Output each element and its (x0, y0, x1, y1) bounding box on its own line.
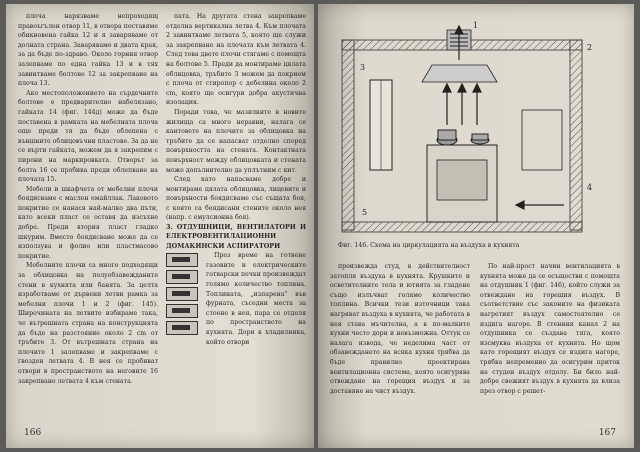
stove-icon (166, 287, 198, 301)
page-number: 167 (598, 428, 616, 438)
page-number: 166 (24, 428, 42, 438)
stove-icon (166, 253, 198, 267)
left-page (6, 4, 314, 448)
figure-label: 5 (362, 208, 368, 217)
paragraph: По най-прост начин вентилацията в кухнята може да се осъществи с помощта на отдушник 1 (фиг. 146), който служи за отвеждане на горещия въздух. В съответствие със законите на физиката нагретият въздух самостоятелно се издига нагоре. В стенния канал 2 на отдушника се създава тяга, която изсмуква въздуха от кухнята. Но щом като горещият въздух се издига нагоре, трябва непременно да осигурим приток на студен въздух отдолу. Би било най-добре свежият въздух в кухнята да влиза през отвор с решет- (480, 263, 620, 395)
right-page-column-1 (330, 262, 470, 396)
section-icons (166, 253, 200, 338)
stove-icon (166, 321, 198, 335)
stove-icon (166, 270, 198, 284)
paragraph: През време на готвене газовите и електрическите готварски печки произвеждат голямо количество топлина. Топлината, „изпарена“ във фурната, съседни места за стоене в нея, пара се отделя по пространството на кухнята. Дори в хладилника, който отвори (206, 252, 306, 346)
paragraph: Мебели и шкафчета от мебелни плочи боядисваме с маслен емайллак. Лаковото покритие се нанася най-малко два пъти, като всеки пласт се оставя да изсъхне добре. Преди втория пласт гладко шкурим. Вместо боядисване може да се използува и фолио или пластмасово покритие. (18, 185, 158, 260)
paragraph: Поради това, че мазилките в новите жилища са много неравни, налага се кантовете на плочите за облицовка на тръбите да се напасват отделно според повърхността на стената. Контактната повърхност между облицовката и стената може допълнително да уплътним с кит. (166, 108, 306, 174)
figure-label: 3 (360, 63, 366, 72)
paragraph: пата. На другата стена закрепваме отделна вертикална летва 4. Към плочата 2 завинтваме летвата 5, която ще служи за закрепване на плочата към летвата 4. След това двете плочи стягаме с помощта на болтове 5. Преди да монтираме цялата облицовка, тръбите 3 можем да покрием с плоча от стиропор с дебелина около 2 cm, която ще осигури добра акустична изолация. (166, 13, 306, 107)
kitchen-air-circulation-figure (332, 10, 622, 242)
figure-label: 2 (587, 43, 593, 52)
figure-caption: Фиг. 146. Схема на циркулацията на въздуха в кухнята (338, 242, 520, 249)
section-heading: 3. ОТДУШНИЦИ, ВЕНТИЛАТОРИ И ЕЛЕКТРОВЕНТИЛАЦИОННИ ДОМАКИНСКИ АСПИРАТОРИ (166, 223, 306, 250)
right-page-column-2 (480, 262, 620, 396)
left-page-column-1 (18, 12, 158, 386)
stove-icon (166, 304, 198, 318)
paragraph: произвежда студ, в действителност затопля въздуха в кухнята. Крушките и осветителните тела и ютията за гладене също излъчват голямо количество топлина. Всички тези източници така нагряват въздуха в кухнята, че работата в нея става мъчителна, а в по-малките кухни често дори и невъзможна. Оттук се налага извода, че неделима част от обзавеждането на всяка кухня трябва да бъде правилно проектирана вентилационна система, която осигурява отвеждане на горещия въздух и за доставяне на чист въздух. (330, 263, 470, 395)
figure-label: 1 (473, 21, 479, 30)
figure-label: 4 (587, 183, 593, 192)
left-page-column-2 (166, 12, 306, 347)
paragraph: След като напасваме добре и монтираме цялата облицовка, лицевите и повърхности боядисваме със същата боя, с която са боядисани стените около нея (напр. с емулсионна боя). (166, 176, 306, 222)
paragraph: Мебелните плочи са много подходящи за облицовка на полуобзавежданите стени в кухнята или банята. За целта изработваме от дървени летви рамка за мебелни плочи 1 и 2 (фиг. 145). Широчината на летвите избираме така, че вътрешната страна на конструкцията да бъде на разстояние около 2 cm от тръбите 3. От вътрешната страна на плочите 1 залепваме и закрепваме с гвоздеи летвата 4. В нея се пробиват отвори в пространството на неговите 16 закрепване летвата 4 към стената. (18, 262, 158, 385)
paragraph: Ако местоположението на сърдечните болтове е предварително набелязано, гайката 14 (фиг. 144д) може да бъде поставена в рамката на мебелната плоча още преди тя да бъде облепена с външните облицовъчни пластове. За да не се върти гайката, можем да я закрепим с пирони на маркировката. Отворът за болта 16 се пробива преди облепване на плочата 15. (18, 89, 158, 184)
paragraph: плоча нарязваме непроходящ правоъгълен отвор 11, в отвора поставяме обикновена гайка 12 и я заваряваме от долната страна. Заваряваме и двата края, за да бъде по-здраво. Около горния отвор залепваме по една гайка 13 и в тях завинтваме болтове 12 за закрепване на плоча 13. (18, 13, 158, 88)
right-page (318, 4, 634, 448)
